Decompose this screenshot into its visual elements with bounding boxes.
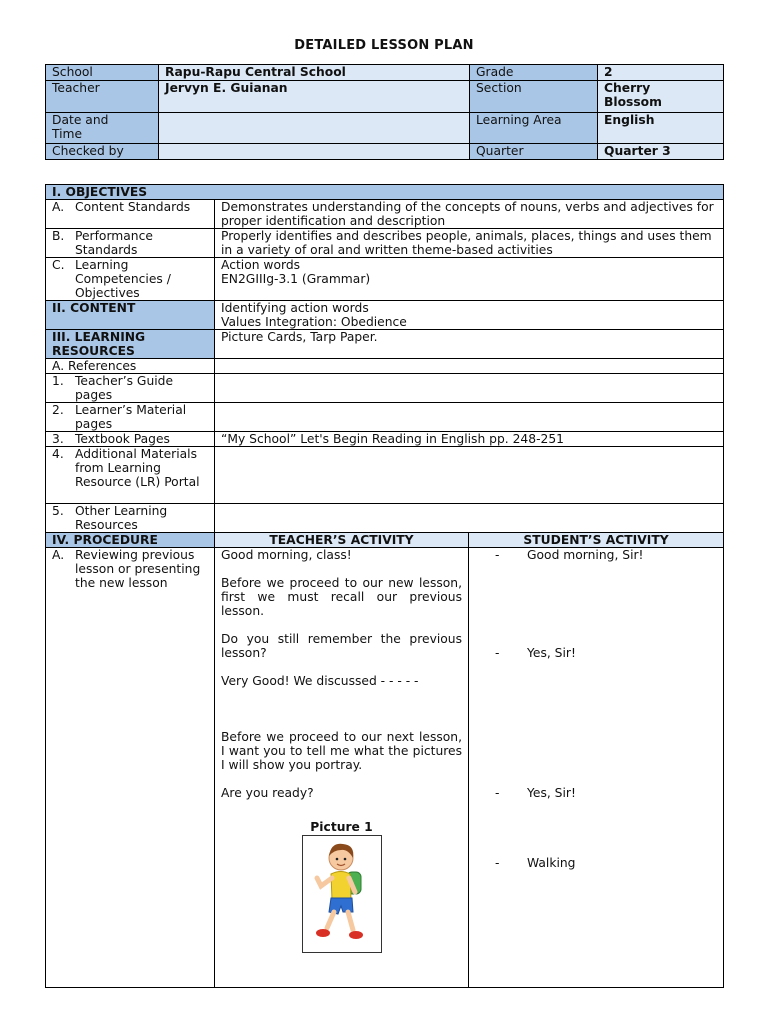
student-activity-cell bbox=[469, 548, 724, 988]
item-number: A. bbox=[52, 548, 65, 562]
picture-caption: Picture 1 bbox=[310, 820, 373, 834]
textbook-pages-value: “My School” Let's Begin Reading in English pp. 248-251 bbox=[215, 432, 724, 447]
student-line bbox=[495, 548, 717, 562]
teacher-activity-cell bbox=[215, 548, 469, 988]
school-value: Rapu-Rapu Central School bbox=[159, 65, 470, 81]
area-label: Learning Area bbox=[470, 113, 598, 144]
item-label: Performance Standards bbox=[75, 229, 153, 257]
performance-standards-label bbox=[46, 229, 215, 258]
datetime-label-line-2: Time bbox=[52, 127, 83, 141]
additional-materials-value bbox=[215, 447, 724, 504]
bullet-dash: - bbox=[495, 646, 500, 660]
resources-heading: III. LEARNING RESOURCES bbox=[46, 330, 215, 359]
resources-value: Picture Cards, Tarp Paper. bbox=[215, 330, 724, 359]
datetime-label bbox=[46, 113, 159, 144]
item-number: 1. bbox=[52, 374, 64, 388]
teacher-line: Are you ready? bbox=[221, 786, 314, 800]
other-resources-label bbox=[46, 504, 215, 533]
item-label: Textbook Pages bbox=[75, 432, 170, 446]
item-number: C. bbox=[52, 258, 65, 272]
item-number: 3. bbox=[52, 432, 64, 446]
additional-materials-label bbox=[46, 447, 215, 504]
picture-card bbox=[302, 835, 382, 953]
teachers-guide-label bbox=[46, 374, 215, 403]
references-value bbox=[215, 359, 724, 374]
item-label: Teacher’s Guide pages bbox=[75, 374, 174, 402]
quarter-value: Quarter 3 bbox=[598, 144, 724, 160]
item-number: B. bbox=[52, 229, 65, 243]
teacher-line: Good morning, class! bbox=[221, 548, 352, 562]
grade-label: Grade bbox=[470, 65, 598, 81]
content-line-2: Values Integration: Obedience bbox=[221, 315, 407, 329]
student-line bbox=[495, 856, 717, 870]
walking-boy-icon bbox=[303, 836, 381, 952]
quarter-label: Quarter bbox=[470, 144, 598, 160]
area-value: English bbox=[598, 113, 724, 144]
content-line-1: Identifying action words bbox=[221, 301, 369, 315]
bullet-dash: - bbox=[495, 786, 500, 800]
school-label: School bbox=[46, 65, 159, 81]
other-resources-value bbox=[215, 504, 724, 533]
teacher-line: Do you still remember the previous lesson? bbox=[221, 632, 462, 660]
learners-material-value bbox=[215, 403, 724, 432]
checked-value bbox=[159, 144, 470, 160]
datetime-label-line-1: Date and bbox=[52, 113, 109, 127]
bullet-dash: - bbox=[495, 548, 500, 562]
competencies-line-1: Action words bbox=[221, 258, 301, 272]
datetime-value bbox=[159, 113, 470, 144]
content-heading: II. CONTENT bbox=[46, 301, 215, 330]
item-label: Learning Competencies / Objectives bbox=[75, 258, 171, 300]
item-label: Reviewing previous lesson or presenting the new lesson bbox=[75, 548, 201, 590]
student-response: Good morning, Sir! bbox=[527, 548, 644, 562]
objectives-heading: I. OBJECTIVES bbox=[46, 185, 724, 200]
item-label: Learner’s Material pages bbox=[75, 403, 187, 431]
content-standards-label bbox=[46, 200, 215, 229]
item-label: Other Learning Resources bbox=[75, 504, 168, 532]
competencies-line-2: EN2GIIIg-3.1 (Grammar) bbox=[221, 272, 371, 286]
student-activity-header: STUDENT’S ACTIVITY bbox=[469, 533, 724, 548]
competencies-value bbox=[215, 258, 724, 301]
student-response: Yes, Sir! bbox=[527, 646, 576, 660]
item-number: 2. bbox=[52, 403, 64, 417]
textbook-pages-label bbox=[46, 432, 215, 447]
item-number: A. bbox=[52, 200, 65, 214]
teachers-guide-value bbox=[215, 374, 724, 403]
header-table bbox=[45, 64, 724, 160]
item-label: Additional Materials from Learning Resource (LR) Portal bbox=[75, 447, 200, 489]
grade-value: 2 bbox=[598, 65, 724, 81]
teacher-activity-header: TEACHER’S ACTIVITY bbox=[215, 533, 469, 548]
content-value bbox=[215, 301, 724, 330]
bullet-dash: - bbox=[495, 856, 500, 870]
section-value-line-1: Cherry bbox=[604, 81, 651, 95]
student-response: Yes, Sir! bbox=[527, 786, 576, 800]
student-response: Walking bbox=[527, 856, 576, 870]
item-label: Content Standards bbox=[75, 200, 191, 214]
section-value-line-2: Blossom bbox=[604, 95, 662, 109]
performance-standards-value: Properly identifies and describes people, animals, places, things and uses them in a variety of oral and written theme-based activities bbox=[215, 229, 724, 258]
competencies-label bbox=[46, 258, 215, 301]
references-label: A. References bbox=[46, 359, 215, 374]
teacher-line: Very Good! We discussed - - - - - bbox=[221, 674, 419, 688]
learners-material-label bbox=[46, 403, 215, 432]
teacher-line: Before we proceed to our new lesson, first we must recall our previous lesson. bbox=[221, 576, 462, 618]
document-title: DETAILED LESSON PLAN bbox=[294, 38, 474, 53]
procedure-heading: IV. PROCEDURE bbox=[46, 533, 215, 548]
teacher-line: Before we proceed to our next lesson, I want you to tell me what the pictures I will show you portray. bbox=[221, 730, 462, 772]
lesson-table bbox=[45, 184, 724, 988]
section-label: Section bbox=[470, 81, 598, 113]
item-number: 5. bbox=[52, 504, 64, 518]
item-number: 4. bbox=[52, 447, 64, 461]
procedure-step-label bbox=[46, 548, 215, 988]
section-value bbox=[598, 81, 724, 113]
student-line bbox=[495, 646, 717, 660]
student-line bbox=[495, 786, 717, 800]
teacher-value: Jervyn E. Guianan bbox=[159, 81, 470, 113]
teacher-label: Teacher bbox=[46, 81, 159, 113]
checked-label: Checked by bbox=[46, 144, 159, 160]
content-standards-value: Demonstrates understanding of the concepts of nouns, verbs and adjectives for proper identification and description bbox=[215, 200, 724, 229]
